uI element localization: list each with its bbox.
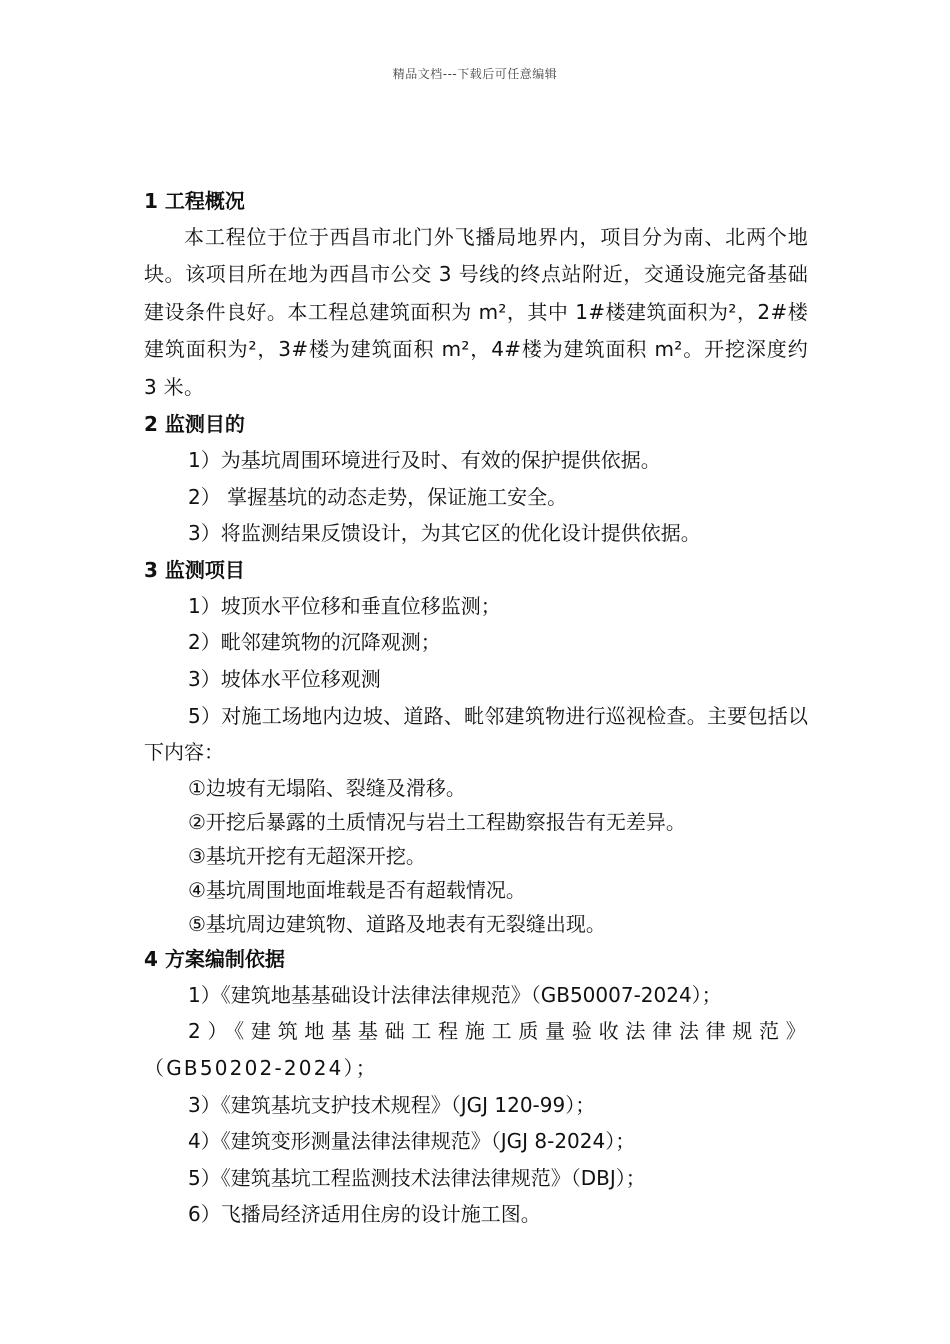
section-heading: 1 工程概况	[144, 189, 245, 213]
check-item: ⑤基坑周边建筑物、道路及地表有无裂缝出现。	[188, 911, 606, 936]
overview-paragraph: 本工程位于位于西昌市北门外飞播局地界内，项目分为南、北两个地块。该项目所在地为西昌市公交 3 号线的终点站附近，交通设施完备基础建设条件良好。本工程总建筑面积为 m²，其中 1#楼建筑面积为²，2#楼建筑面积为²，3#楼为建筑面积 m²，4#楼为建筑面积 m²。开挖深度约 3 米。	[144, 225, 808, 399]
list-item: 3）将监测结果反馈设计，为其它区的优化设计提供依据。	[188, 521, 701, 546]
check-item: ②开挖后暴露的土质情况与岩土工程勘察报告有无差异。	[188, 809, 686, 834]
list-item: 5）对施工场地内边坡、道路、毗邻建筑物进行巡视检查。主要包括以下内容：	[144, 703, 808, 765]
section-monitoring-purpose	[144, 406, 808, 552]
section-heading: 2 监测目的	[144, 412, 245, 437]
check-item: ①边坡有无塌陷、裂缝及滑移。	[188, 775, 466, 800]
reference-item: 2）《建筑地基基础工程施工质量验收法律法律规范》（GB50202-2024）；	[144, 1019, 808, 1080]
list-item: 1）为基坑周围环境进行及时、有效的保护提供依据。	[188, 448, 661, 473]
reference-item: 6）飞播局经济适用住房的设计施工图。	[188, 1202, 541, 1227]
reference-item: 1）《建筑地基基础设计法律法律规范》（GB50007-2024）；	[188, 982, 722, 1007]
section-heading: 3 监测项目	[144, 557, 245, 582]
list-item: 3）坡体水平位移观测	[188, 667, 381, 691]
section-overview	[144, 183, 808, 406]
reference-item: 3）《建筑基坑支护技术规程》（JGJ 120-99）；	[188, 1092, 596, 1117]
section-monitoring-items	[144, 552, 808, 941]
reference-item: 5）《建筑基坑工程监测技术法律法律规范》（DBJ）；	[188, 1165, 646, 1190]
check-item: ③基坑开挖有无超深开挖。	[188, 843, 426, 868]
section-basis	[144, 941, 808, 1233]
section-heading: 4 方案编制依据	[144, 946, 285, 971]
document-body	[144, 183, 808, 1233]
list-item: 2） 掌握基坑的动态走势，保证施工安全。	[188, 484, 568, 509]
list-item: 1）坡顶水平位移和垂直位移监测；	[188, 593, 501, 618]
header-note: 精品文档---下载后可任意编辑	[392, 67, 558, 81]
check-item: ④基坑周围地面堆载是否有超载情况。	[188, 877, 526, 902]
list-item: 2）毗邻建筑物的沉降观测；	[188, 630, 441, 655]
reference-item: 4）《建筑变形测量法律法律规范》（JGJ 8-2024）；	[188, 1129, 636, 1154]
